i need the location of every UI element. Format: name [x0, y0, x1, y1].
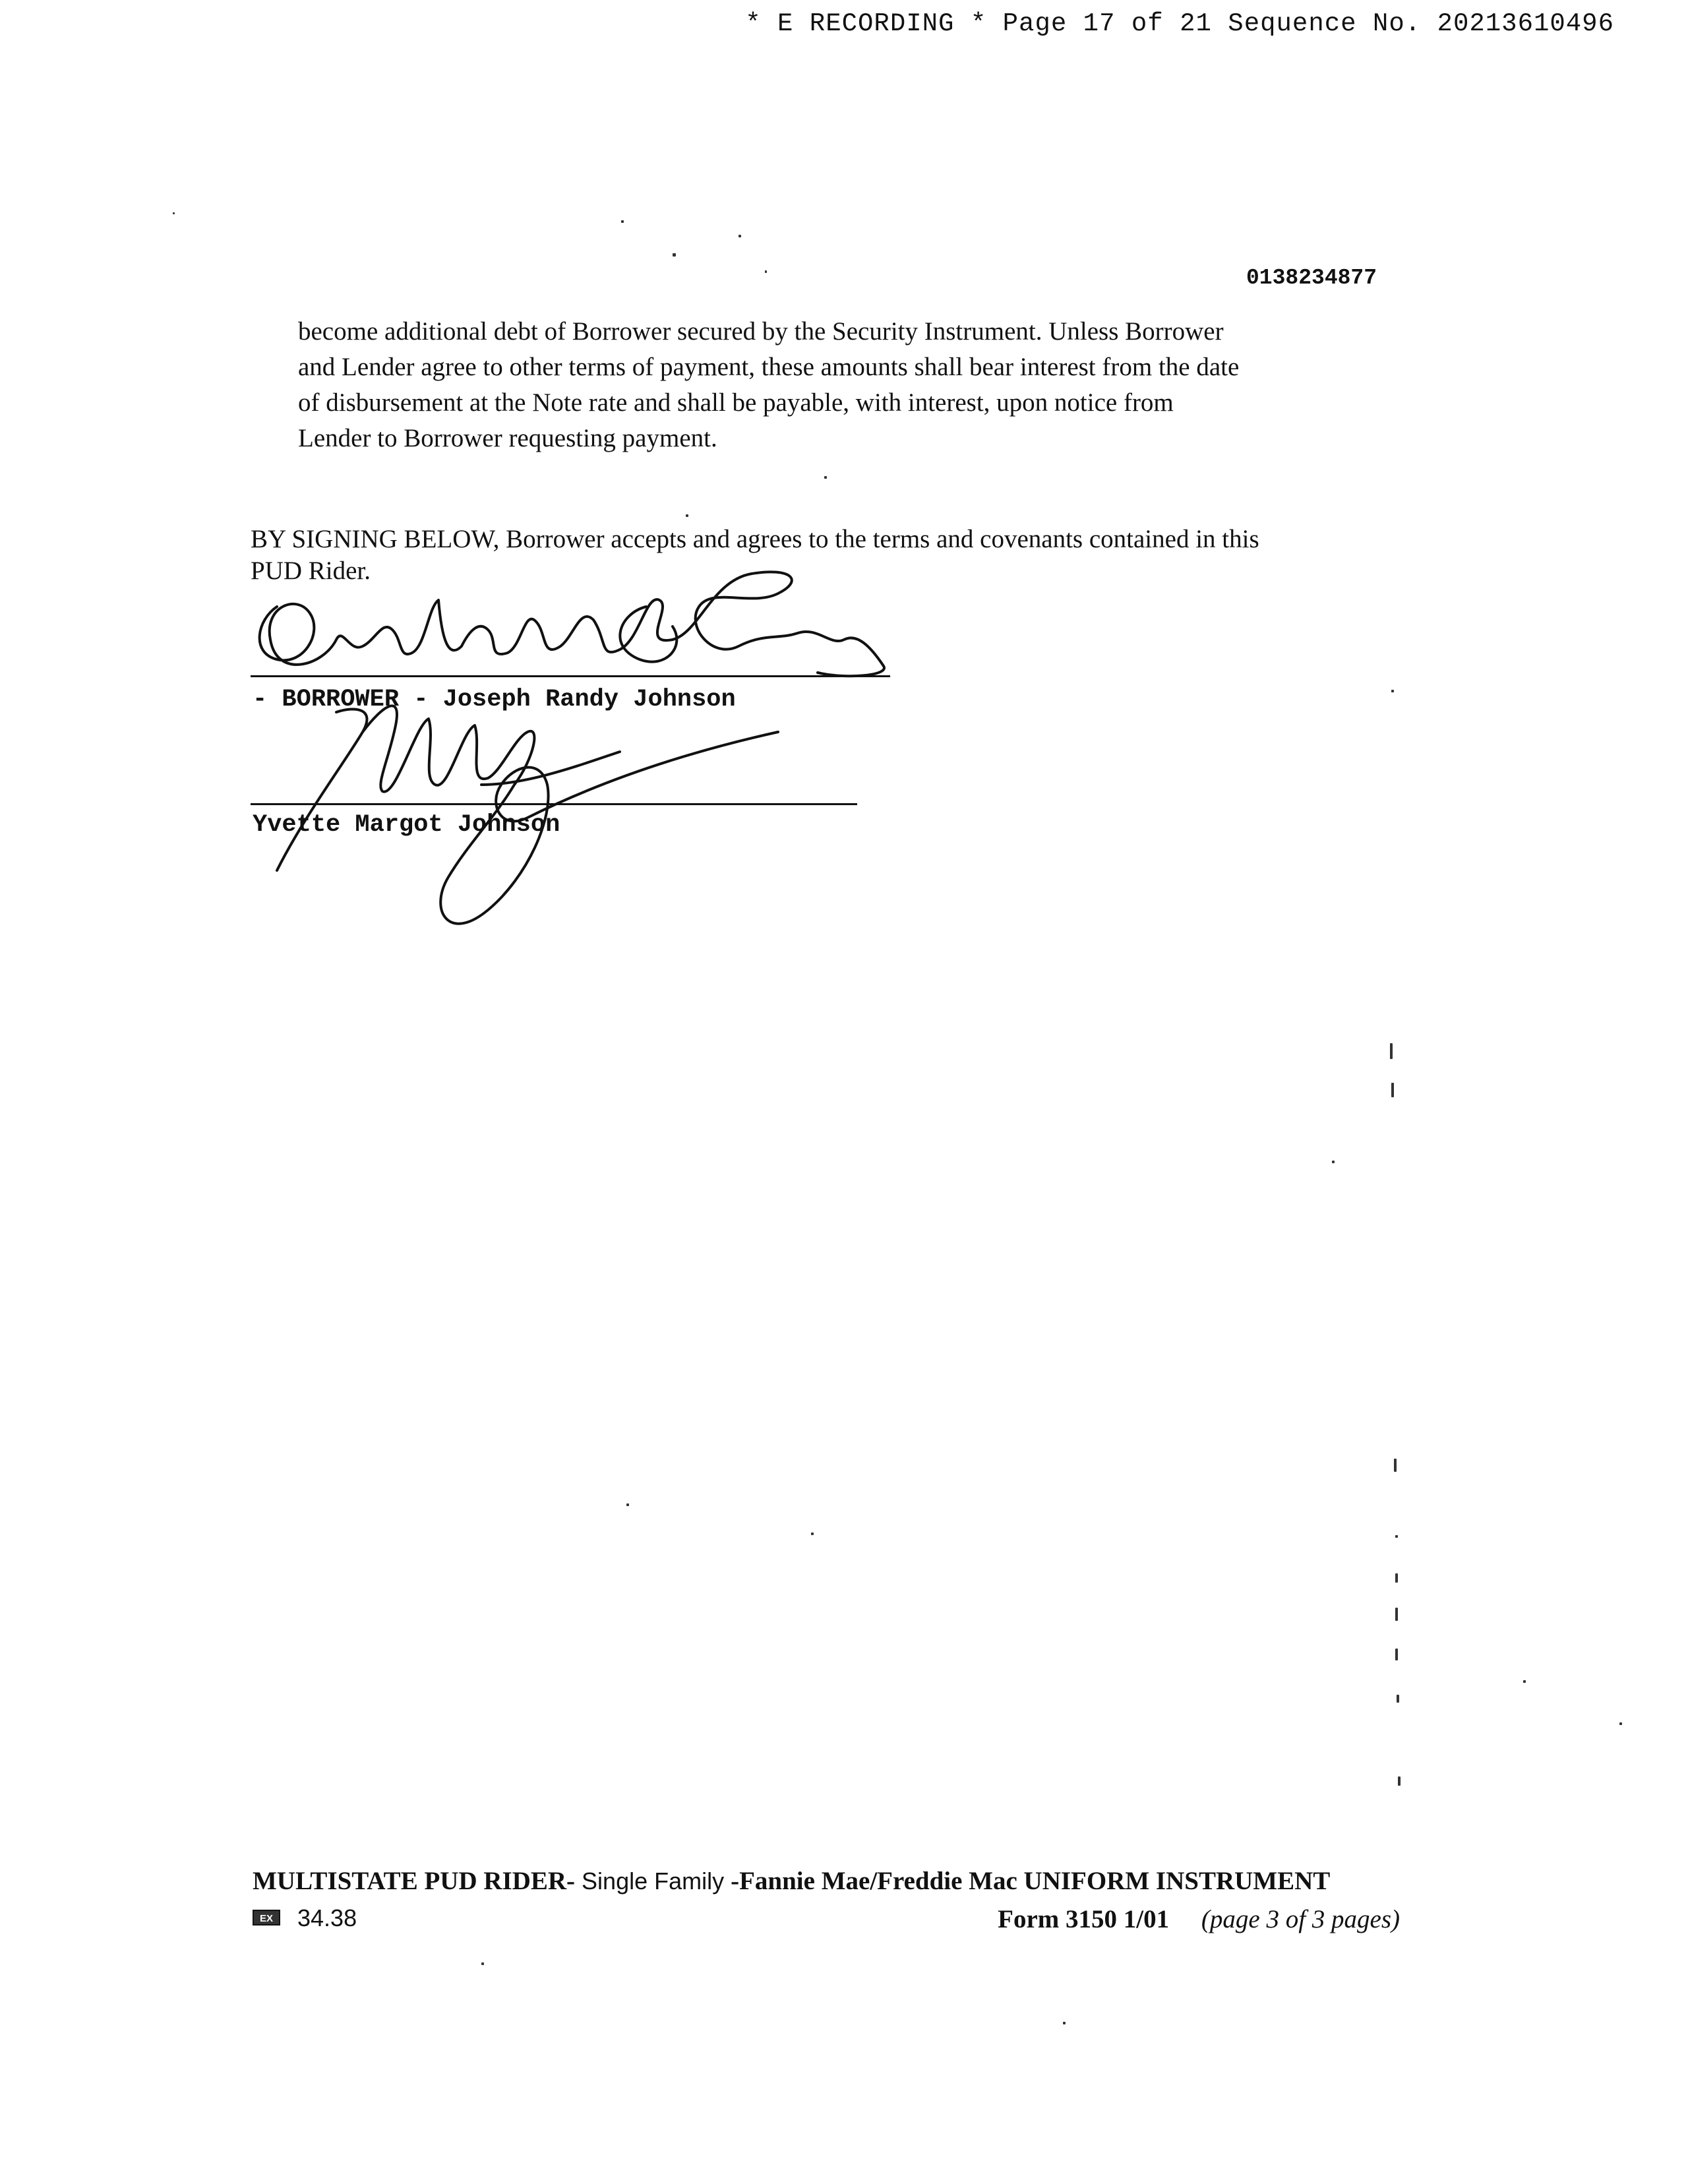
scan-speck [173, 212, 175, 214]
recording-header: * E RECORDING * Page 17 of 21 Sequence No. 20213610496 [745, 9, 1614, 38]
body-paragraph [298, 314, 1360, 456]
scan-speck [686, 514, 688, 517]
scan-speck [1063, 2022, 1066, 2024]
scan-speck [626, 1503, 629, 1506]
scan-speck [1332, 1161, 1335, 1163]
scan-speck [1398, 1776, 1401, 1786]
footer-title [253, 1866, 1400, 1896]
signer-label-coborrower: Yvette Margot Johnson [253, 811, 560, 839]
form-reference [998, 1904, 1400, 1934]
scan-speck [1391, 690, 1394, 692]
paragraph-line: Lender to Borrower requesting payment. [298, 424, 717, 452]
page-info: (page 3 of 3 pages) [1201, 1905, 1400, 1933]
paragraph-line: of disbursement at the Note rate and shall be payable, with interest, upon notice from [298, 388, 1174, 417]
signer-label-borrower: - BORROWER - Joseph Randy Johnson [253, 686, 736, 713]
footer-title-part: Single Family [575, 1867, 731, 1895]
scan-speck [481, 1962, 484, 1965]
signing-line: PUD Rider. [251, 557, 371, 585]
loan-number: 0138234877 [1246, 266, 1377, 290]
scan-speck [621, 220, 624, 223]
scan-speck [1395, 1573, 1398, 1583]
footer-form-info [253, 1904, 1400, 1937]
scan-speck [673, 253, 676, 257]
scan-speck [1523, 1680, 1526, 1683]
scan-speck [1395, 1608, 1398, 1621]
scan-speck [811, 1532, 814, 1535]
footer-title-part: -Fannie Mae/Freddie Mac UNIFORM INSTRUMENT [731, 1867, 1331, 1895]
scan-speck [824, 476, 827, 479]
signature-line-borrower [251, 675, 890, 677]
scan-speck [765, 270, 767, 273]
signing-line: BY SIGNING BELOW, Borrower accepts and agrees to the terms and covenants contained in this [251, 525, 1259, 553]
form-vendor-logo: EX [253, 1910, 280, 1926]
scan-speck [1391, 1083, 1394, 1097]
form-code: 34.38 [297, 1904, 357, 1931]
scan-speck [1390, 1043, 1393, 1059]
scan-speck [1395, 1649, 1398, 1660]
paragraph-line: and Lender agree to other terms of payment, these amounts shall bear interest from the date [298, 353, 1240, 381]
scan-speck [1397, 1695, 1399, 1703]
form-number: Form 3150 1/01 [998, 1905, 1170, 1933]
footer-title-part: MULTISTATE PUD RIDER- [253, 1867, 576, 1895]
scan-speck [1394, 1459, 1397, 1472]
scan-speck [738, 235, 741, 237]
signature-line-coborrower [251, 803, 857, 805]
paragraph-line: become additional debt of Borrower secured by the Security Instrument. Unless Borrower [298, 317, 1224, 346]
scan-speck [1395, 1535, 1398, 1538]
signature-joseph [260, 572, 884, 676]
scan-speck [1619, 1722, 1622, 1725]
handwritten-signatures [251, 567, 910, 936]
